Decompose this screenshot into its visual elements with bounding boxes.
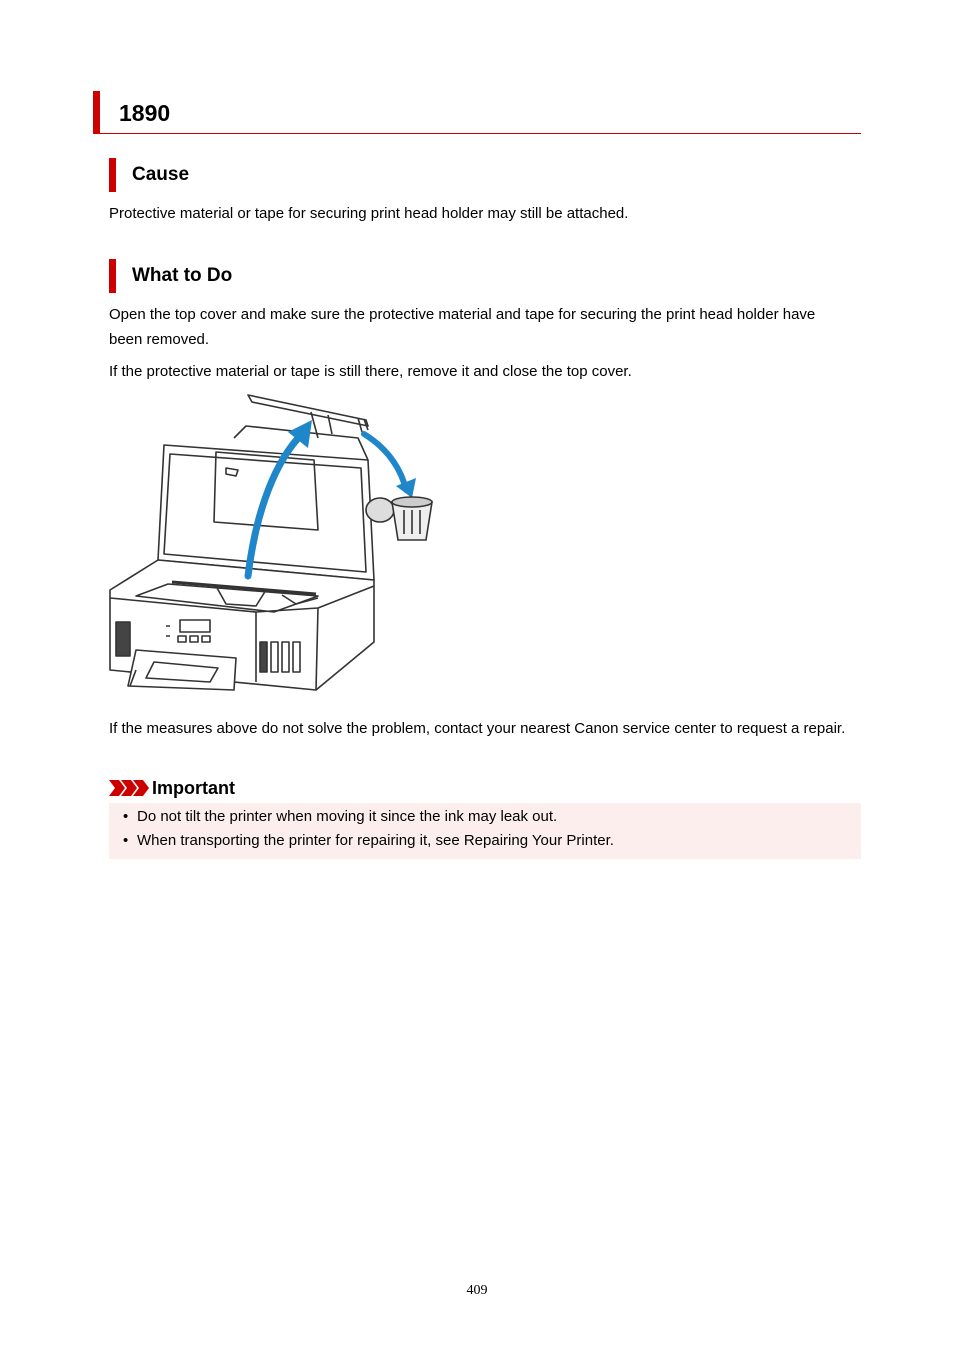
- important-chevrons-icon: [109, 780, 149, 796]
- cause-accent-bar: [109, 158, 116, 192]
- important-box: [109, 803, 861, 859]
- important-item-2: When transporting the printer for repairing it, see Repairing Your Printer.: [137, 832, 614, 849]
- printer-illustration: [106, 390, 446, 706]
- what-to-do-paragraph-3: If the measures above do not solve the problem, contact your nearest Canon service center to request a repair.: [109, 720, 846, 737]
- page-number: 409: [466, 1283, 488, 1298]
- list-item: [123, 805, 557, 829]
- important-title: Important: [152, 778, 235, 798]
- printer-open-cover-icon: [106, 390, 446, 706]
- what-to-do-accent-bar: [109, 259, 116, 293]
- bullet: •: [123, 832, 129, 849]
- bullet: •: [123, 808, 129, 825]
- what-to-do-title: What to Do: [132, 265, 233, 286]
- trash-bin-icon: [366, 497, 432, 540]
- cause-title: Cause: [132, 164, 190, 185]
- what-to-do-paragraph-1: Open the top cover and make sure the protective material and tape for securing the print head holder have been removed.: [109, 306, 816, 348]
- important-item-1: Do not tilt the printer when moving it since the ink may leak out.: [137, 808, 558, 825]
- heading-accent-bar: [93, 91, 100, 133]
- error-code-heading: [93, 91, 861, 134]
- list-item: [123, 829, 614, 853]
- what-to-do-paragraph-2: If the protective material or tape is still there, remove it and close the top cover.: [109, 363, 632, 380]
- error-code-title: 1890: [119, 100, 171, 126]
- cause-text: Protective material or tape for securing print head holder may still be attached.: [109, 205, 629, 222]
